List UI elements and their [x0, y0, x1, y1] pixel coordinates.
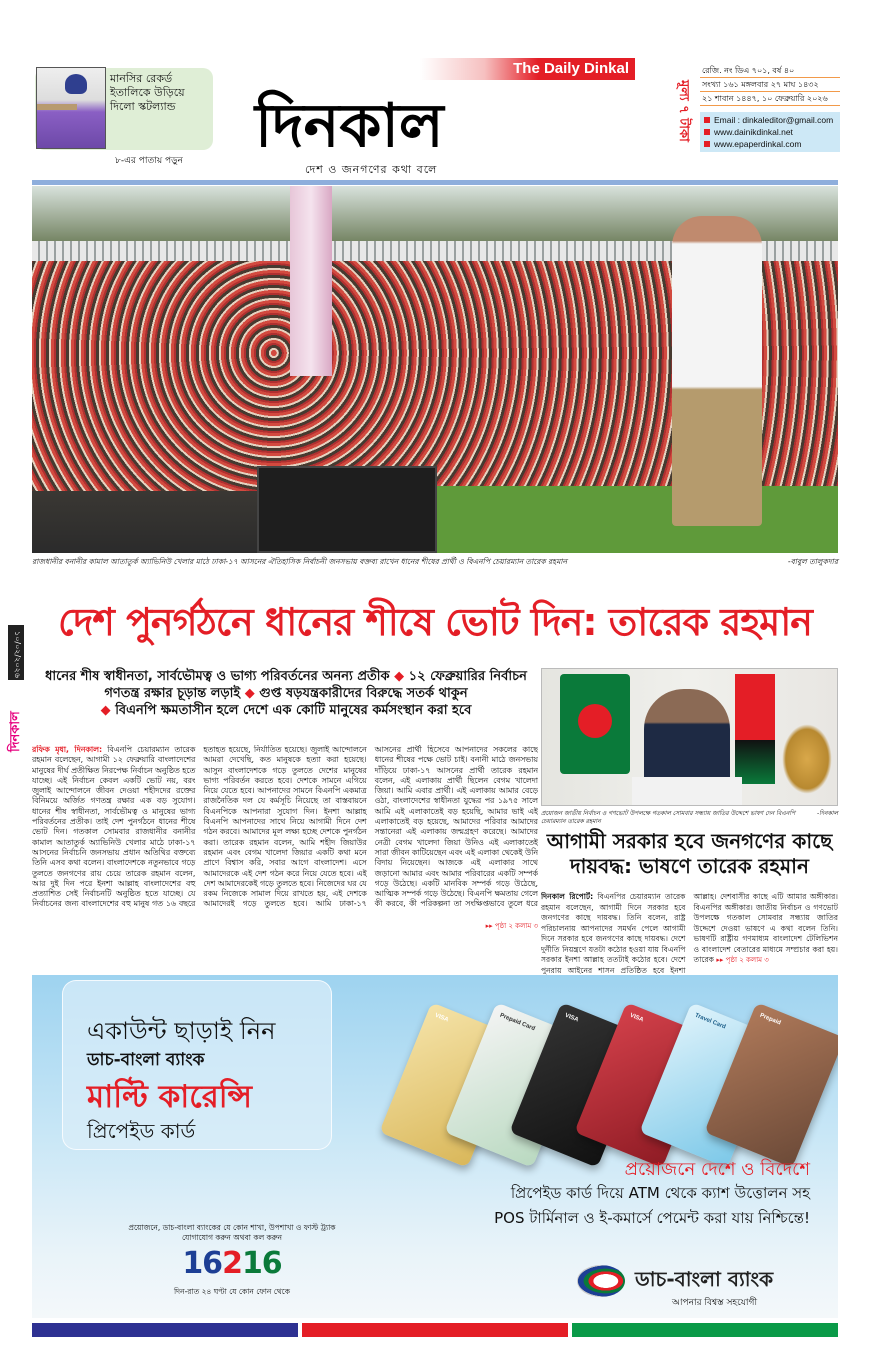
continued-text[interactable]: পৃষ্ঠা ২ কলাম ৩ [725, 956, 769, 964]
lead-photo[interactable] [32, 186, 838, 553]
price: মূল্য ৭ টাকা [676, 80, 691, 142]
hotline-part: 16 [182, 1246, 223, 1281]
issue-info [700, 64, 840, 152]
lead-headline[interactable]: দেশ পুনর্গঠনে ধানের শীষে ভোট দিন: তারেক রহমান [58, 600, 812, 644]
issue-line: সংখ্যা ১৬১ মঙ্গলবার ২৭ মাঘ ১৪৩২ [700, 78, 840, 92]
second-photo-caption [541, 810, 838, 826]
english-title-bar [420, 58, 635, 80]
hotline-part: 2 [222, 1246, 242, 1281]
hotline-hours: দিন-রাত ২৪ ঘণ্টা যে কোন ফোন থেকে [174, 1287, 290, 1296]
deck-1: ধানের শীষ স্বাধীনতা, সার্বভৌমত্ব ও ভাগ্য পরিবর্তনের অনন্য প্রতীক [45, 669, 390, 684]
photo-credit: -বাবুল তালুকদার [787, 557, 838, 566]
email-link[interactable]: Email : dinkaleditor@gmail.com [714, 115, 834, 125]
ad-contact-text: প্রয়োজনে, ডাচ-বাংলা ব্যাংকের যে কোন শাখা, উপশাখা ও ফাস্ট ট্র্যাক যোগাযোগ করুন অথবা কল করুন [128, 1223, 336, 1242]
contact-box [700, 112, 840, 152]
hotline-number[interactable] [162, 1247, 302, 1281]
card-brown: Prepaid [704, 1002, 838, 1167]
body-text: বিএনপির চেয়ারম্যান তারেক রহমান বলেছেন, আগামী দিনে সরকার হবে জনগণের কাছে দায়বদ্ধ। তিনি বলেন, রাষ্ট্র পরিচালনায় আপনাদের সমর্থন পেলে আগামী দিনে সরকার হবে জনগণের কাছে দায়বদ্ধ। দেশে দুর্নীতি নিয়ন্ত্রণে যতটা কঠোর হওয়া যায় বিএনপি সরকার ইনশা আল্লাহ ততটাই কঠোর হবে। দেশে পুনরায় আইনের শাসন প্রতিষ্ঠিত হবে ইনশা আল্লাহ। দেশবাসীর কাছে এটি আমার অঙ্গীকার। বিএনপির অঙ্গীকার। জাতীয় নির্বাচন ও গণভোট উপলক্ষে গতকাল সোমবার সন্ধ্যায় জাতির উদ্দেশে দেওয়া ভাষণে এ কথা বলেন তিনি। ভাষণটি রাষ্ট্রীয় গণমাধ্যম বাংলাদেশ টেলিভিশন ও বাংলাদেশ বেতারের মাধ্যমে সম্প্রচার করা হয়। তারেক [541, 892, 838, 975]
continued-link[interactable]: ▸▸ পৃষ্ঠা ২ কলাম ৩ [440, 921, 538, 931]
date-line: ২১ শাবান ১৪৪৭, ১০ ফেব্রুয়ারি ২০২৬ [700, 92, 840, 106]
epaper-link[interactable]: www.epaperdinkal.com [714, 139, 802, 149]
teaser-photo[interactable] [36, 67, 106, 149]
card-black: VISA [509, 1002, 650, 1167]
bank-slogan: আপনার বিশ্বস্ত সহযোগী [672, 1298, 758, 1308]
lead-photo-caption [32, 557, 838, 567]
teaser-more: ৮-এর পাতায় পড়ুন [115, 156, 183, 166]
deck-4: বিএনপি ক্ষমতাসীন হলে দেশে এক কোটি মানুষের কর্মসংস্থান করা হবে [115, 703, 472, 718]
side-logo: দিনকাল [8, 711, 23, 752]
english-title: The Daily Dinkal [513, 60, 629, 77]
bank-logo-icon [577, 1265, 625, 1297]
ad-line-1: একাউন্ট ছাড়াই নিন [87, 1017, 276, 1045]
second-photo[interactable] [541, 668, 838, 806]
hotline-part: 16 [241, 1246, 282, 1281]
footer-bar-blue [32, 1323, 298, 1337]
lead-decks [32, 668, 540, 719]
bank-advertisement[interactable] [32, 975, 838, 1318]
ad-right-3: POS টার্মিনাল ও ই-কমার্সে পেমেন্ট করা যায় নিশ্চিন্তে! [494, 1209, 810, 1227]
website-link[interactable]: www.dainikdinkal.net [714, 127, 793, 137]
card-blue: Travel Card [639, 1002, 780, 1167]
reg-line: রেজি. নং ডিএ ৭০১, বর্ষ ৪০ [700, 64, 840, 78]
card-gold: VISA [379, 1002, 520, 1167]
deck-3: গুপ্ত ষড়যন্ত্রকারীদের বিরুদ্ধে সতর্ক থাকুন [259, 686, 468, 701]
ad-line-2: ডাচ-বাংলা ব্যাংক [87, 1050, 205, 1070]
tagline: দেশ ও জনগণের কথা বলে [305, 163, 438, 176]
byline: দিনকাল রিপোর্ট: [541, 892, 594, 901]
footer-bar-green [572, 1323, 838, 1337]
footer-bar-red [302, 1323, 568, 1337]
card-white: Prepaid Card [444, 1002, 585, 1167]
byline: রফিক মৃধা, দিনকাল: [32, 745, 103, 754]
photo-credit: -দিনকাল [816, 810, 838, 817]
diamond-icon: ◆ [394, 669, 405, 684]
ad-line-3: মাল্টি কারেন্সি [87, 1079, 253, 1115]
ad-line-4: প্রিপেইড কার্ড [87, 1119, 196, 1143]
diamond-icon: ◆ [244, 686, 255, 701]
bullet-icon [704, 141, 710, 147]
masthead-logo: দিনকাল [255, 91, 444, 161]
bank-name: ডাচ-বাংলা ব্যাংক [635, 1267, 774, 1291]
bullet-icon [704, 117, 710, 123]
caption-text: রাজধানীর বনানীর কামাল আতাতুর্ক অ্যাভিনিউ খেলার মাঠে ঢাকা-১৭ আসনের ঐতিহাসিক নির্বাচনী জনসভায় বক্তব্য রাখেন ধানের শীষের প্রার্থী ও বিএনপি চেয়ারম্যান তারেক রহমান [32, 557, 567, 566]
card-red: VISA [574, 1002, 715, 1167]
continued-link[interactable]: ▸▸ পৃষ্ঠা ২ কলাম ৩ [716, 956, 769, 964]
deck-2: ১২ ফেব্রুয়ারির নির্বাচন গণতন্ত্র রক্ষার চূড়ান্ত লড়াই [104, 669, 527, 701]
body-text: বিএনপি চেয়ারম্যান তারেক রহমান বলেছেন, আগামী ১২ ফেব্রুয়ারি বাংলাদেশের মানুষের দীর্ঘ প্রতীক্ষিত নিরপেক্ষ নির্বাচন অনুষ্ঠিত হতে যাচ্ছে। এই নির্বাচন কেবল একটি ভোট নয়, বরং জুলাই আন্দোলনে জীবন দেওয়া শহীদদের রক্তের বিনিময়ে অর্জিত গণতন্ত্র রক্ষার এক বড় সুযোগ। ধানের শীষ স্বাধীনতা, সার্বভৌমত্ব ও মানুষের ভাগ্য পরিবর্তনের প্রতীক। তাই দেশ পুনর্গঠনে ধানের শীষে ভোট দিন। গতকাল সোমবার রাজধানীর বনানীর কামাল আতাতুর্ক অ্যাভিনিউ খেলার মাঠে ঢাকা-১৭ আসনের নির্বাচনি জনসভায় প্রধান অতিথির বক্তব্যে তিনি এসব কথা বলেন। বাংলাদেশকে নতুনভাবে গড়ে তুলতে জনগণের রায় চেয়ে তারেক রহমান বলেন, আর দুই দিন পরে ইনশা আল্লাহ বাংলাদেশের বহু প্রত্যাশিত সেই নির্বাচনটি অনুষ্ঠিত হতে যাচ্ছে। যে নির্বাচনের জন্য বাংলাদেশের বহু মানুষ গত ১৬ বছরে হতাহত হয়েছে, নির্যাতিত হয়েছে। জুলাই আন্দোলনে আমরা দেখেছি, কত মানুষকে হত্যা করা হয়েছে। আসুন বাংলাদেশকে গড়ে তুলতে দেশের মানুষের ভাগ্য পরিবর্তন করতে হবে। দেশকে সামনে এগিয়ে নিয়ে যেতে হবে। আপনাদের সামনে বিএনপি একমাত্র রাজনৈতিক দল যে কর্মসূচি নিয়েছে তা বাস্তবায়নে বিএনপিকে আপনারা সুযোগ দিন। ইনশা আল্লাহ বিএনপি আপনাদের সাথে নিয়ে আগামী দিনে দেশ গঠন করবে। আমাদের মূল লক্ষ্য হচ্ছে দেশকে পুনর্গঠন করা। তারেক রহমান বলেন, আমি শহীদ জিয়াউর রহমান এবং বেগম খালেদা জিয়ার একটি কথা মনে প্রাণে বিশ্বাস করি, সবার আগে বাংলাদেশ। এসে আমাদেরকে এই দেশ গঠন করে নিয়ে যেতে হবে। এই দেশ আমাদেরকেই গড়ে তুলতে হবে। নিজেদের ঘর যে রকম নিজেকে সামাল দিয়ে রাখতে হয়, এই দেশকে আমাদেরই গড়ে তুলতে হবে। আমি ঢাকা-১৭ আসনের প্রার্থী হিসেবে আপনাদের সকলের কাছে ধানের শীষের পক্ষে ভোট চাই। বনানী মাঠে জনসভায় দাঁড়িয়ে ঢাকা-১৭ আসনের প্রার্থী তারেক রহমান বলেন, এই এলাকায় প্রার্থী ছিলেন বেগম খালেদা জিয়া। আমি এবার প্রার্থী। এই এলাকায় আমার বেড়ে ওঠা, বাংলাদেশের স্বাধীনতা যুদ্ধের পর ১৯৭৫ সালে আমি এই এলাকাতেই বড় হয়েছি, আমার ভাই এই এলাকাতেই বড় হয়েছে, আমাদের পরিবার আমাদের সন্তানেরা এই এলাকায় জন্মগ্রহণ করেছে। আমাদের নেত্রী বেগম খালেদা জিয়া উনিও এই এলাকাতেই সারা জীবন কাটিয়েছেন এবং এই এলাকা থেকেই উনি বিদায় নিয়েছেন। আজকে এই এলাকার সাথে জড়ানো আমার এবং আমার পরিবারের একটি সম্পর্ক গড়ে উঠেছে। একটি মানবিক সম্পর্ক গড়ে উঠেছে, আত্মিক সম্পর্ক গড়ে উঠেছে। বিএনপি ক্ষমতায় গেলে কী করবে, কী পরিকল্পনা তা সংক্ষিপ্তভাবে তুলে ধরে [32, 745, 538, 909]
header-rule [32, 180, 838, 185]
lead-body [32, 745, 538, 917]
diamond-icon: ◆ [100, 703, 111, 718]
caption-text: প্রয়োজন জাতীয় নির্বাচন ও গণভোট উপলক্ষে গতকাল সোমবার সন্ধ্যায় জাতির উদ্দেশে ভাষণ দেন বিএনপি চেয়ারম্যান তারেক রহমান [541, 810, 796, 825]
ad-right-2: প্রিপেইড কার্ড দিয়ে ATM থেকে ক্যাশ উত্তোলন সহ [510, 1184, 810, 1202]
continued-text[interactable]: পৃষ্ঠা ২ কলাম ৩ [494, 922, 538, 930]
bullet-icon [704, 129, 710, 135]
teaser-text[interactable]: মানসির রেকর্ড ইতালিকে উড়িয়ে দিলো স্কটল্যান্ড [110, 72, 185, 113]
side-date: ১০/০২/২০২৬ [8, 625, 24, 680]
second-headline[interactable]: আগামী সরকার হবে জনগণের কাছে দায়বদ্ধ: ভাষণে তারেক রহমান [546, 829, 833, 878]
ad-right-1: প্রয়োজনে দেশে ও বিদেশে [624, 1159, 810, 1180]
